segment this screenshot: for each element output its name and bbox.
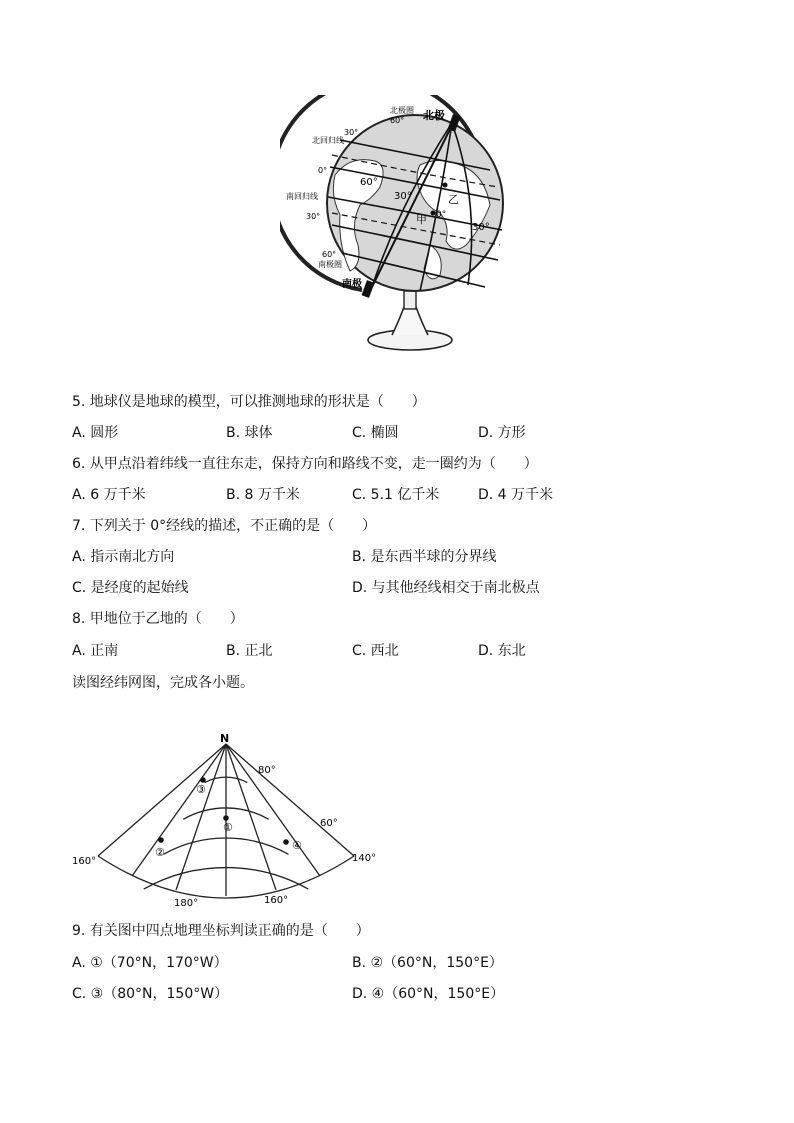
globe-stand [368,291,452,350]
label-bei-ji: 北极 [423,109,445,122]
q7-option-c[interactable]: C. 是经度的起始线 [72,580,189,596]
label-point-4: ④ [292,839,302,852]
label-deg60-inner: 60° [360,177,378,188]
point-1-marker [223,815,229,821]
label-lat60: 60° [320,818,338,829]
label-beiji-quan: 北极圈 [390,106,414,115]
label-point-2: ② [155,846,165,859]
section-intro: 读图经纬网图，完成各小题。 [72,675,254,691]
label-point-jia: 甲 [416,213,427,226]
q9-option-c[interactable]: C. ③（80°N，150°W） [72,986,229,1002]
label-lon160-bottom: 160° [264,895,289,906]
q6-option-c[interactable]: C. 5.1 亿千米 [352,487,440,503]
label-nanhui-guixian: 南回归线 [286,192,318,201]
label-lat80: 80° [258,765,276,776]
graticule-figure [70,730,390,910]
label-deg30-right: 30° [472,222,490,233]
label-point-yi: 乙 [448,193,459,206]
label-north: N [220,732,230,745]
label-deg30-top: 30° [344,128,359,137]
label-deg0-inner: 0° [436,210,447,220]
point-3-marker [200,777,206,783]
label-point-3: ③ [196,783,206,796]
label-deg0: 0° [318,166,328,175]
q8-option-c[interactable]: C. 西北 [352,643,399,659]
q7-option-d[interactable]: D. 与其他经线相交于南北极点 [352,580,540,596]
globe-figure [280,95,520,357]
label-point-1: ① [223,821,233,834]
q6-option-d[interactable]: D. 4 万千米 [478,487,554,503]
label-beiji-quan-deg: 60° [390,116,405,125]
question-6-stem: 6. 从甲点沿着纬线一直往东走，保持方向和路线不变，走一圈约为（ ） [72,456,538,472]
q5-option-d[interactable]: D. 方形 [478,425,526,441]
q9-option-d[interactable]: D. ④（60°N，150°E） [352,986,505,1002]
label-nanji-quan: 南极圈 [318,260,342,269]
question-7-stem: 7. 下列关于 0°经线的描述，不正确的是（ ） [72,518,377,534]
q9-option-a[interactable]: A. ①（70°N，170°W） [72,955,228,971]
point-yi-marker [443,183,448,188]
q8-option-a[interactable]: A. 正南 [72,643,119,659]
label-lon180: 180° [174,898,199,909]
label-nan-ji: 南极 [342,279,362,290]
question-5-stem: 5. 地球仪是地球的模型，可以推测地球的形状是（ ） [72,394,426,410]
label-deg60-bottom: 60° [322,250,337,259]
label-lon140: 140° [352,853,377,864]
question-8-stem: 8. 甲地位于乙地的（ ） [72,611,244,627]
q8-option-d[interactable]: D. 东北 [478,643,526,659]
point-jia-marker [431,211,436,216]
q6-option-b[interactable]: B. 8 万千米 [226,487,300,503]
q5-option-a[interactable]: A. 圆形 [72,425,119,441]
point-2-marker [158,837,164,843]
point-4-marker [283,839,289,845]
q5-option-b[interactable]: B. 球体 [226,425,273,441]
question-9-stem: 9. 有关图中四点地理坐标判读正确的是（ ） [72,923,370,939]
label-deg30-left: 30° [306,212,321,221]
label-beihui-guixian: 北回归线 [312,136,344,145]
label-lon160-left: 160° [72,856,97,867]
q9-option-b[interactable]: B. ②（60°N，150°E） [352,955,503,971]
q7-option-a[interactable]: A. 指示南北方向 [72,549,175,565]
label-deg30-inner: 30° [394,191,412,202]
q5-option-c[interactable]: C. 椭圆 [352,425,399,441]
q8-option-b[interactable]: B. 正北 [226,643,273,659]
q7-option-b[interactable]: B. 是东西半球的分界线 [352,549,497,565]
q6-option-a[interactable]: A. 6 万千米 [72,487,146,503]
